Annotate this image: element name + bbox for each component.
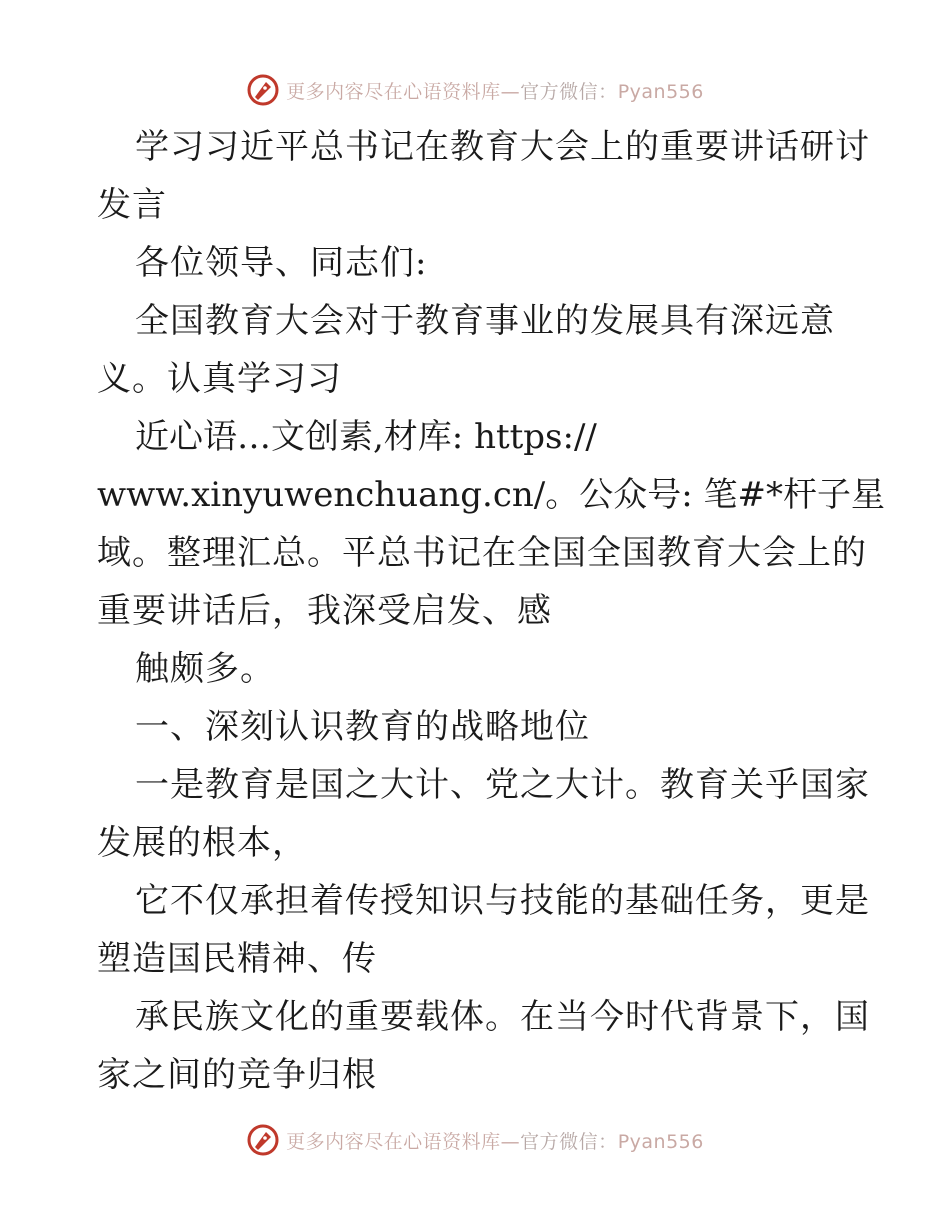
doc-paragraph-line: 塑造国民精神、传 xyxy=(97,939,377,979)
banner-text xyxy=(286,77,704,104)
doc-paragraph-line: 义。认真学习习 xyxy=(97,359,342,399)
banner-wechat-label: 官方微信： xyxy=(520,80,618,103)
doc-salutation: 各位领导、同志们: xyxy=(135,243,428,283)
banner-wechat-id: Pyan556 xyxy=(617,1130,704,1153)
doc-title-line-1: 学习习近平总书记在教育大会上的重要讲话研讨 xyxy=(135,127,870,167)
doc-paragraph-line: 域。整理汇总。平总书记在全国全国教育大会上的 xyxy=(97,533,867,573)
doc-section-heading: 一、深刻认识教育的战略地位 xyxy=(135,707,590,747)
pen-nib-logo-icon xyxy=(246,73,280,107)
banner-site-text: 更多内容尽在心语资料库 xyxy=(286,1130,501,1153)
doc-paragraph-line: 重要讲话后，我深受启发、感 xyxy=(97,591,552,631)
doc-paragraph-line: 触颇多。 xyxy=(135,649,275,689)
banner-wechat-label: 官方微信： xyxy=(520,1130,618,1153)
document-body xyxy=(97,118,885,1104)
banner-dash: — xyxy=(500,80,521,103)
doc-paragraph-line: 发展的根本， xyxy=(97,823,307,863)
doc-paragraph-line: 一是教育是国之大计、党之大计。教育关乎国家 xyxy=(135,765,870,805)
doc-paragraph-line: 它不仅承担着传授知识与技能的基础任务，更是 xyxy=(135,881,870,921)
banner-site-text: 更多内容尽在心语资料库 xyxy=(286,80,501,103)
doc-paragraph-line: 家之间的竞争归根 xyxy=(97,1055,377,1095)
header-watermark-banner xyxy=(0,70,950,110)
doc-paragraph-line: 全国教育大会对于教育事业的发展具有深远意 xyxy=(135,301,835,341)
banner-dash: — xyxy=(500,1130,521,1153)
doc-title-line-2: 发言 xyxy=(97,185,167,225)
banner-wechat-id: Pyan556 xyxy=(617,80,704,103)
doc-paragraph-line: 承民族文化的重要载体。在当今时代背景下，国 xyxy=(135,997,870,1037)
doc-paragraph-line: www.xinyuwenchuang.cn/。公众号: 笔#*杆子星 xyxy=(97,475,885,515)
banner-text xyxy=(286,1127,704,1154)
doc-paragraph-line: 近心语…文创素,材库: https:// xyxy=(135,417,597,457)
footer-watermark-banner xyxy=(0,1120,950,1160)
pen-nib-logo-icon xyxy=(246,1123,280,1157)
